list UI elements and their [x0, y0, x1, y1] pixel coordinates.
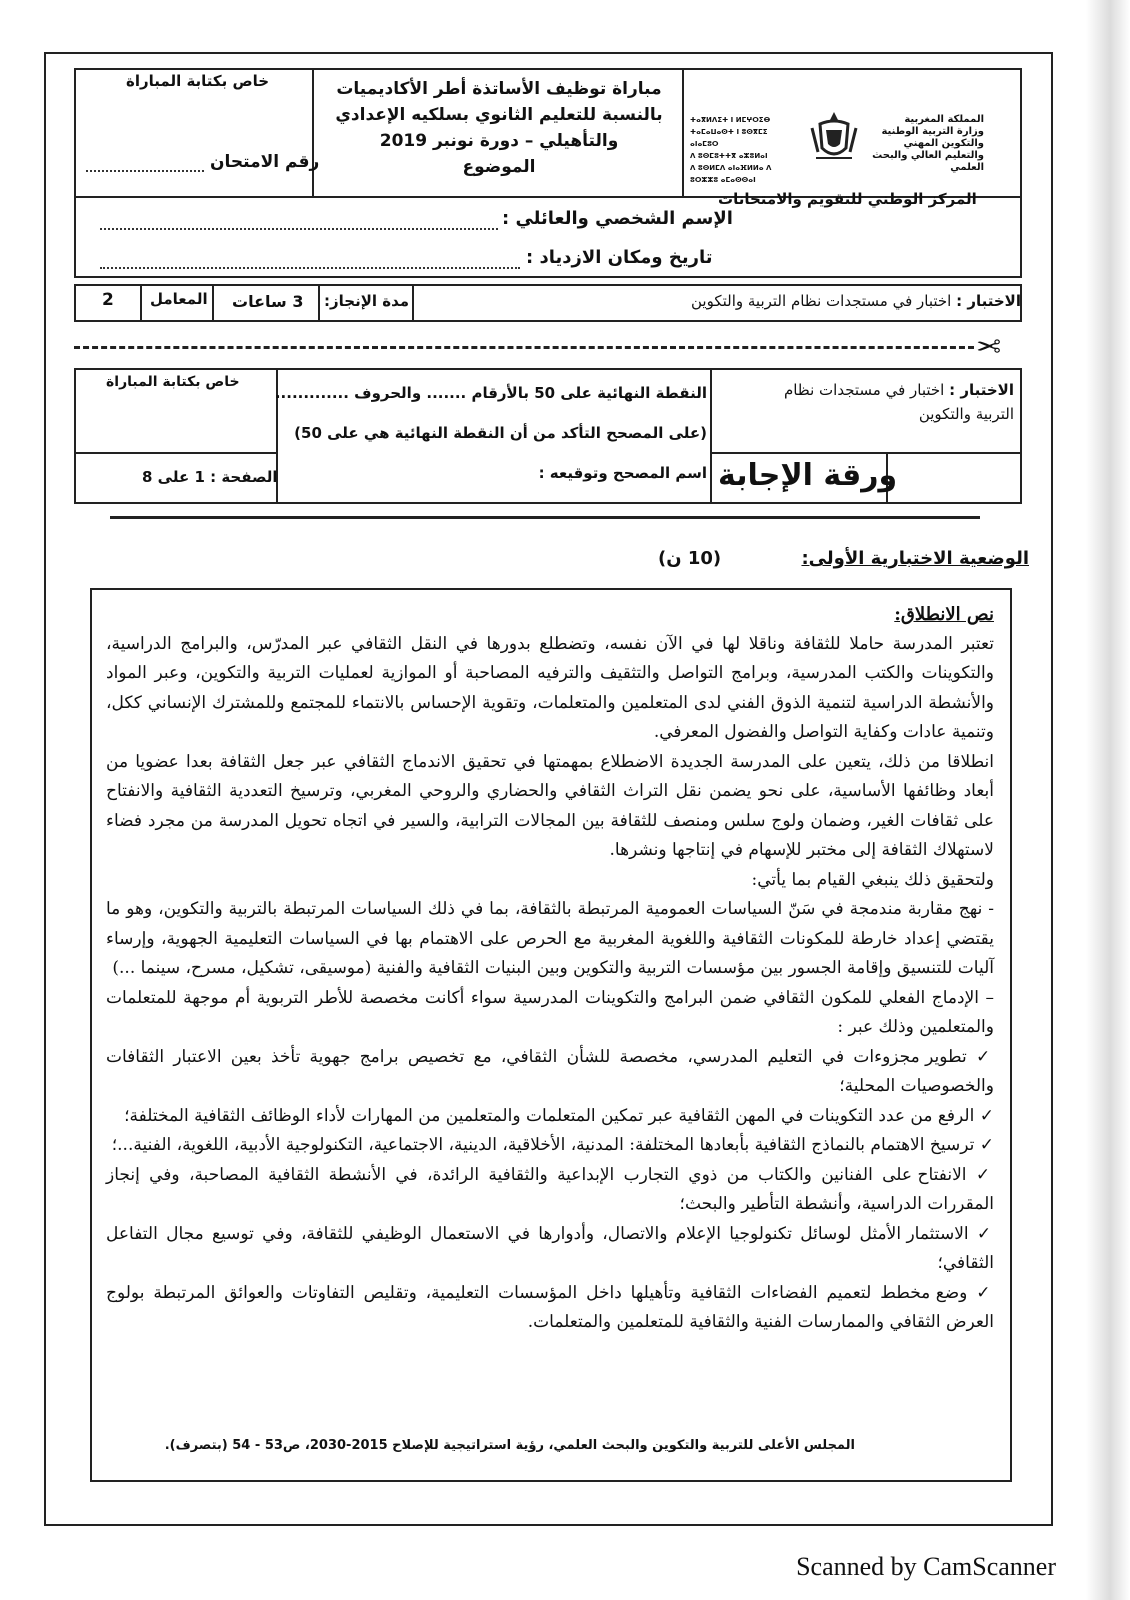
- bullet-item: ✓ وضع مخطط لتعميم الفضاءات الثقافية وتأهيلها داخل المؤسسات التعليمية، وتقليص التفاوتات والعوائق المرتبطة بولوج العرض الثقافي والممارسات الفنية والثقافية للمتعلمين والمتعلمات.: [106, 1282, 995, 1332]
- exam-title: [326, 76, 672, 180]
- check-icon: ✓: [975, 1046, 995, 1067]
- starting-text: [106, 600, 994, 1338]
- name-label: الإسم الشخصي والعائلي :: [502, 208, 733, 229]
- grader-note: (على المصحح التأكد من أن النقطة النهائية هي على 50): [294, 424, 707, 442]
- ministry-tifinagh: ⵜⴰⴳⵍⴷⵉⵜ ⵏ ⵍⵎⵖⵔⵉⴱ ⵜⴰⵎⴰⵡⴰⵙⵜ ⵏ ⵓⵙⴳⵎⵉ ⴰⵏⴰⵎⵓⵔ ⴷ ⵓⵙⵎⵓⵜⵜⴳ ⴰⵣⵓⵍⴰⵏ ⴷ ⵓⵙⵍⵎⴷ ⴰⵏⴰⴼⵍⵍⴰ ⴷ ⵓⵔⵣⵣⵓ ⴰⵎⴰⵙⵙⴰⵏ: [690, 116, 772, 184]
- check-icon: ✓: [976, 1282, 995, 1303]
- section-title: الوضعية الاختبارية الأولى:: [801, 548, 1029, 569]
- bullet-item: ✓ الانفتاح على الفنانين والكتاب من ذوي التجارب الإبداعية والثقافية الرائدة، في الأنشطة الثقافية المصاحبة، وفي إنجاز المقررات الدراسية، وأنشطة التأطير والبحث؛: [106, 1164, 995, 1214]
- paragraph-4: - نهج مقاربة مندمجة في سَنّ السياسات العمومية المرتبطة بالثقافة، بما في ذلك السياسات المرتبطة بالتربية والتكوين، وهو ما يقتضي إعداد خارطة للمكونات الثقافية واللغوية المغربية مع الحرص على الاهتمام بها في السياسات التعليمية الجهوية، وإرساء آليات للتنسيق وإقامة الجسور بين مؤسسات التربية والتكوين وبين البنيات الثقافية والفنية (موسيقى، تشكيل، مسرح، سينما ...): [106, 899, 994, 978]
- reserved-label: خاص بكتابة المباراة: [126, 72, 270, 90]
- bullet-item: ✓ الاستثمار الأمثل لوسائل تكنولوجيا الإعلام والاتصال، وأدوارها في الاستعمال الوظيفي للثقافة، وفي توسيع مجال التفاعل الثقافي؛: [106, 1223, 995, 1273]
- page-number: الصفحة : 1 على 8: [142, 468, 278, 486]
- bullet-item: ✓ الرفع من عدد التكوينات في المهن الثقافية عبر تمكين المتعلمات والمتعلمين من المهارات لأداء الوظائف الثقافية المختلفة؛: [124, 1105, 994, 1126]
- duration-label: مدة الإنجاز:: [324, 292, 410, 310]
- bullet-item: ✓ تطوير مجزوءات في التعليم المدرسي، مخصصة للشأن الثقافي، مع تخصيص برامج جهوية تأخذ بعين الاعتبار الثقافات والخصوصيات المحلية؛: [106, 1046, 995, 1096]
- cut-line: [74, 346, 974, 349]
- coefficient-label: المعامل: [150, 290, 208, 308]
- exam-page: [44, 52, 1053, 1526]
- scan-edge: [1086, 0, 1130, 1600]
- answer-sheet-title: ورقة الإجابة: [718, 458, 898, 493]
- title-line-2: بالنسبة للتعليم الثانوي بسلكيه الإعدادي: [335, 105, 663, 125]
- check-icon: ✓: [979, 1135, 994, 1155]
- title-line-3: والتأهيلي – دورة نونبر 2019: [379, 131, 619, 151]
- birth-label: تاريخ ومكان الازدياد :: [526, 247, 713, 268]
- coat-of-arms-emblem: [806, 108, 862, 164]
- check-icon: ✓: [975, 1164, 995, 1185]
- bullet-item: ✓ ترسيخ الاهتمام بالنماذج الثقافية بأبعادها المختلفة: المدنية، الأخلاقية، الدينية، الاجتماعية، التكنولوجية الأدبية، اللغوية، الفنية...؛: [111, 1135, 994, 1155]
- scissors-icon: ✂: [976, 330, 1002, 365]
- answer-reserved-label: خاص بكتابة المباراة: [106, 374, 240, 390]
- title-line-1: مباراة توظيف الأساتذة أطر الأكاديميات: [336, 79, 662, 99]
- exam-number-label: رقم الامتحان: [210, 152, 320, 172]
- exam-number-field[interactable]: [86, 170, 204, 172]
- grader-name-field[interactable]: اسم المصحح وتوقيعه :: [538, 464, 707, 482]
- info-exam-label: الاختبار : اختبار في مستجدات نظام التربية والتكوين: [690, 292, 1021, 310]
- text-heading: نص الانطلاق:: [894, 604, 994, 625]
- birth-field[interactable]: [100, 267, 520, 269]
- paragraph-1: تعتبر المدرسة حاملا للثقافة وناقلا لها في الآن نفسه، وتضطلع بدورها في النقل الثقافي عبر المدرّس، والبرامج الدراسية، والتكوينات والكتب المدرسية، وبرامج التواصل والتثقيف والترفيه المصاحبة أو الموازية لعمليات التربية والتكوين، وعبر المواد والأنشطة الدراسية لتنمية الذوق الفني لدى المتعلمين والمتعلمات، وتقوية الإحساس بالانتماء للمجتمع وللمشترك الإنساني ككل، وتنمية عادات وكفاية التواصل والفضول المعرفي.: [106, 633, 994, 742]
- section-points: (10 ن): [658, 548, 722, 569]
- duration-value: 3 ساعات: [232, 292, 304, 311]
- paragraph-5: – الإدماج الفعلي للمكون الثقافي ضمن البرامج والتكوينات المدرسية سواء أكانت مخصصة للأطر التربوية أم موجهة للمتعلمات والمتعلمين وذلك عبر :: [106, 987, 994, 1037]
- source-citation: المجلس الأعلى للتربية والتكوين والبحث العلمي، رؤية استراتيجية للإصلاح 2015-2030، ص53 - 54 (بتصرف).: [164, 1438, 855, 1453]
- subject-label: الموضوع: [462, 157, 536, 177]
- answer-exam-label: الاختبار : اختبار في مستجدات نظام التربية والتكوين: [783, 381, 1014, 423]
- paragraph-3: ولتحقيق ذلك ينبغي القيام بما يأتي:: [751, 869, 994, 890]
- final-grade-line[interactable]: النقطة النهائية على 50 بالأرقام ....... والحروف .............: [274, 384, 707, 402]
- check-icon: ✓: [979, 1105, 994, 1126]
- coefficient-value: 2: [102, 290, 114, 310]
- ministry-arabic: المملكة المغربية وزارة التربية الوطنية والتكوين المهني والتعليم العالي والبحث العلمي: [872, 114, 984, 173]
- name-field[interactable]: [100, 228, 498, 230]
- check-icon: ✓: [976, 1223, 995, 1244]
- center-label: المركز الوطني للتقويم والامتحانات: [718, 190, 977, 208]
- scanner-watermark: Scanned by CamScanner: [796, 1552, 1056, 1581]
- paragraph-2: انطلاقا من ذلك، يتعين على المدرسة الجديدة الاضطلاع بمهمتها في تحقيق الاندماج الثقافي عبر جعل الثقافة بعدا عضويا من أبعاد وظائفها الأساسية، على نحو يضمن نقل التراث الثقافي والحضاري والروحي المغربي، وترسيخ التعددية الثقافية والانفتاح على ثقافات الغير، وضمان ولوج سلس ومنصف للثقافة بين المجالات الترابية، والسير في اتجاه تحويل المدرسة من مجرد فضاء لاستهلاك الثقافة إلى مختبر للإسهام في إنتاجها ونشرها.: [106, 751, 994, 860]
